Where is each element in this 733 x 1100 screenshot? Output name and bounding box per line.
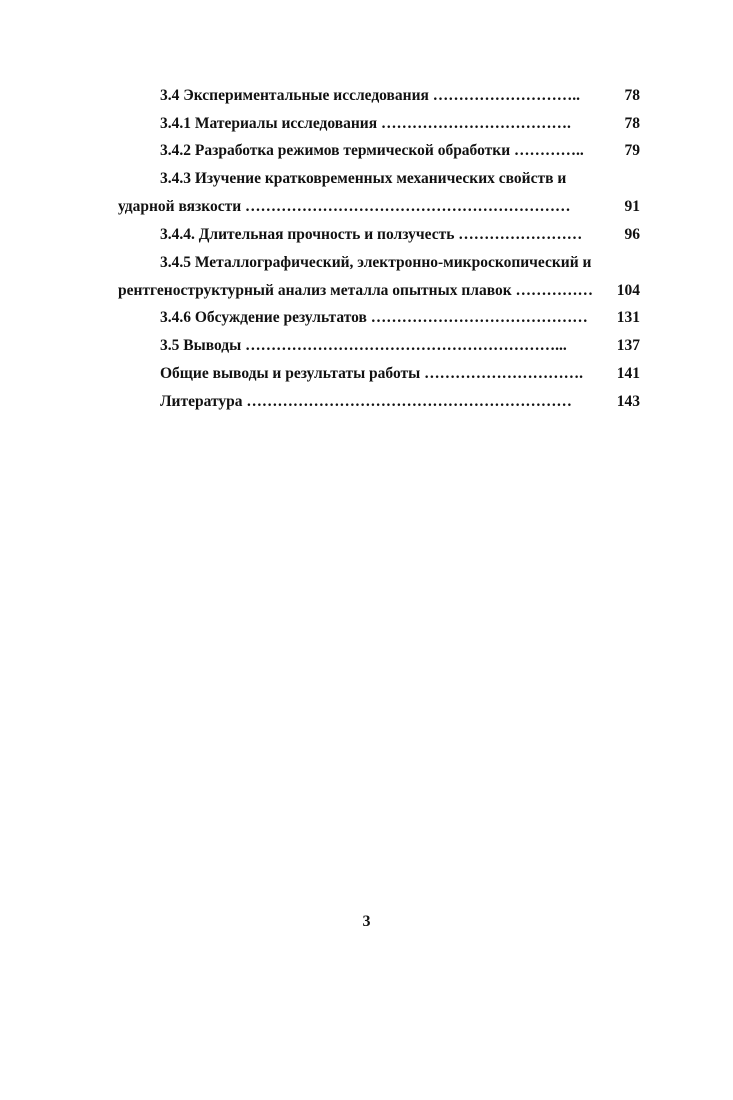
toc-entry-text: 3.5 Выводы ……………………………………………………...	[160, 337, 567, 354]
toc-entry-page: 104	[616, 282, 640, 299]
toc-entry-page: 91	[624, 198, 640, 215]
page-number: 3	[362, 913, 371, 930]
toc-entry-text: 3.4.2 Разработка режимов термической обработки …………..	[160, 142, 584, 159]
toc-entry-text: Литература ………………………………………………………	[160, 393, 572, 410]
toc-entry-text: 3.4 Экспериментальные исследования ………………………..	[160, 87, 581, 104]
toc-entry-page: 143	[616, 393, 640, 410]
toc-entry-page: 141	[616, 365, 640, 382]
toc-entry-page: 78	[624, 87, 640, 104]
toc-entry-page: 78	[624, 115, 640, 132]
toc-entry-text: 3.4.1 Материалы исследования ……………………………….	[160, 115, 571, 132]
toc-entry-page: 131	[616, 309, 640, 326]
toc-entry-text: рентгеноструктурный анализ металла опытных плавок ……………	[118, 282, 594, 299]
toc-entry-text: 3.4.3 Изучение кратковременных механических свойств и	[160, 170, 567, 187]
toc-entry-page: 137	[616, 337, 640, 354]
toc-entry-page: 79	[624, 142, 640, 159]
toc-entry-text: 3.4.4. Длительная прочность и ползучесть ……………………	[160, 226, 583, 243]
toc-entry-text: Общие выводы и результаты работы ………………………….	[160, 365, 583, 382]
toc-entry-text: 3.4.5 Металлографический, электронно-микроскопический и	[160, 254, 592, 271]
toc-entry-page: 96	[624, 226, 640, 243]
toc-entry-text: ударной вязкости ………………………………………………………	[118, 198, 571, 215]
toc-entry-text: 3.4.6 Обсуждение результатов ……………………………………	[160, 309, 588, 326]
